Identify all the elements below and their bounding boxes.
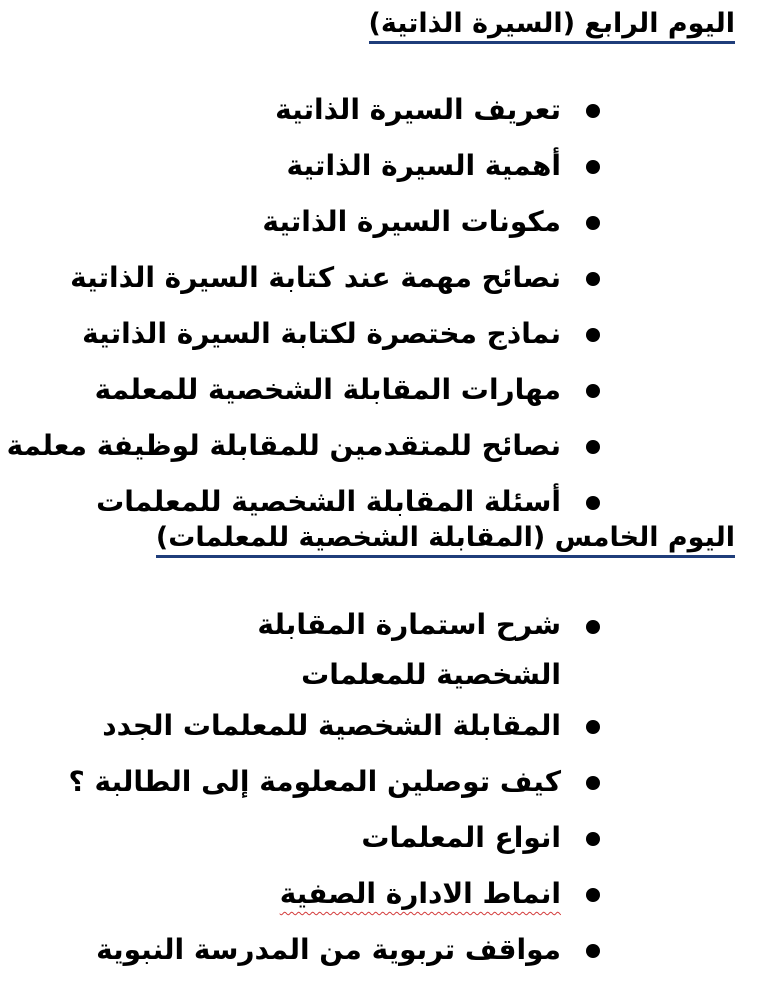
- bullet-icon: [586, 776, 600, 790]
- list-item-text: كيف توصلين المعلومة إلى الطالبة ؟: [68, 765, 561, 798]
- list-item-text: نماذج مختصرة لكتابة السيرة الذاتية: [82, 317, 561, 350]
- list-item: [69, 754, 783, 810]
- list-item: [7, 82, 783, 138]
- bullet-icon: [586, 440, 600, 454]
- day4-topic-list: [7, 82, 783, 530]
- bullet-icon: [586, 272, 600, 286]
- list-item: [7, 250, 783, 306]
- bullet-icon: [586, 104, 600, 118]
- day4-heading-text: اليوم الرابع (السيرة الذاتية): [369, 8, 735, 44]
- list-item-text: أهمية السيرة الذاتية: [286, 149, 561, 182]
- day4-heading: [369, 8, 735, 40]
- bullet-icon: [586, 496, 600, 510]
- bullet-icon: [586, 720, 600, 734]
- list-item-text: المقابلة الشخصية للمعلمات الجدد: [102, 709, 561, 742]
- list-item: [69, 698, 783, 754]
- bullet-icon: [586, 944, 600, 958]
- list-item: [7, 306, 783, 362]
- list-item: [7, 194, 783, 250]
- list-item: [7, 138, 783, 194]
- bullet-icon: [586, 216, 600, 230]
- day5-topic-list: [69, 600, 783, 978]
- bullet-icon: [586, 328, 600, 342]
- day5-heading: [156, 522, 735, 554]
- list-item-text: أسئلة المقابلة الشخصية للمعلمات: [96, 485, 561, 518]
- list-item-text: انواع المعلمات: [361, 821, 561, 854]
- list-item-text: تعريف السيرة الذاتية: [275, 93, 561, 126]
- bullet-icon: [586, 832, 600, 846]
- list-item-text: شرح استمارة المقابلة الشخصية للمعلمات: [257, 608, 561, 691]
- bullet-icon: [586, 384, 600, 398]
- bullet-icon: [586, 620, 600, 634]
- list-item-text: نصائح مهمة عند كتابة السيرة الذاتية: [70, 261, 561, 294]
- list-item: [69, 922, 783, 978]
- list-item: [69, 810, 783, 866]
- list-item: [7, 418, 783, 474]
- day5-heading-text: اليوم الخامس (المقابلة الشخصية للمعلمات): [156, 522, 735, 558]
- list-item-text: مهارات المقابلة الشخصية للمعلمة: [94, 373, 561, 406]
- list-item-text: نصائح للمتقدمين للمقابلة لوظيفة معلمة: [6, 429, 561, 462]
- list-item-text: مكونات السيرة الذاتية: [262, 205, 561, 238]
- bullet-icon: [586, 160, 600, 174]
- list-item: [141, 600, 783, 698]
- list-item-text: انماط الادارة الصفية: [279, 877, 561, 910]
- list-item: [69, 866, 783, 922]
- list-item: [7, 362, 783, 418]
- bullet-icon: [586, 888, 600, 902]
- list-item-text: مواقف تربوية من المدرسة النبوية: [96, 933, 561, 966]
